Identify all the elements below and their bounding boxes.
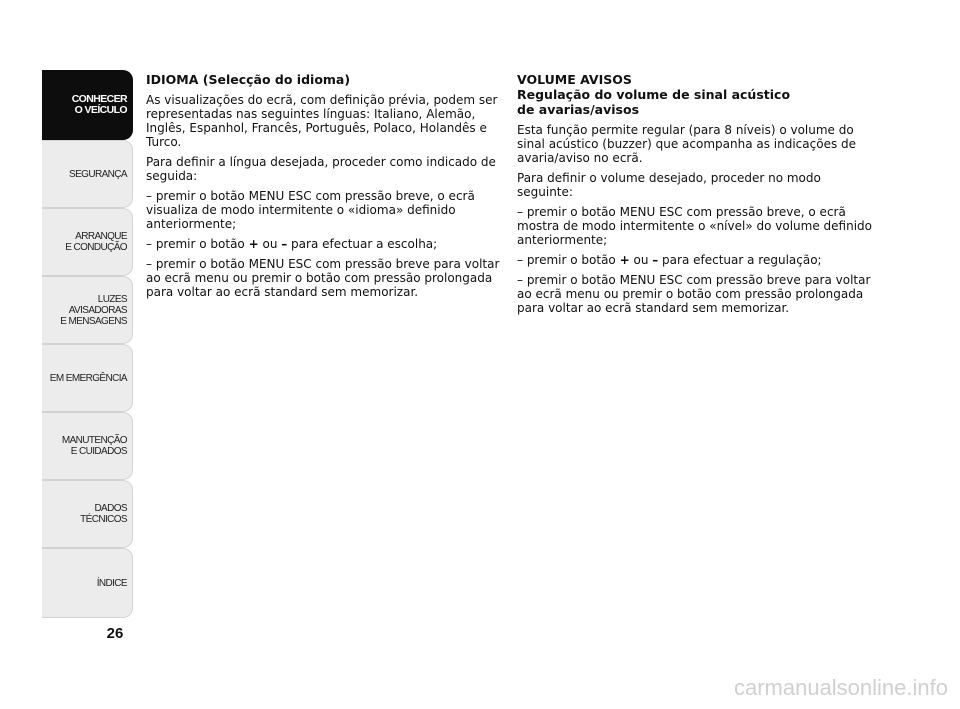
tab-manutencao-e-cuidados[interactable] bbox=[42, 412, 133, 480]
paragraph: – premir o botão MENU ESC com pressão breve, o ecrã visualiza de modo intermitente o «idioma» definido anteriormente; bbox=[146, 189, 475, 231]
text-fragment: ou bbox=[629, 253, 653, 267]
tab-conhecer-o-veiculo[interactable] bbox=[42, 70, 133, 140]
tab-label: CONHECER O VEÍCULO bbox=[71, 93, 127, 116]
text-fragment: ou bbox=[258, 237, 282, 251]
page-number: 26 bbox=[106, 625, 124, 642]
section-volume-avisos bbox=[517, 72, 872, 321]
minus-symbol: – bbox=[652, 253, 659, 267]
tab-label: ARRANQUE E CONDUÇÃO bbox=[65, 231, 127, 253]
tab-dados-tecnicos[interactable] bbox=[42, 480, 133, 548]
watermark: carmanualsonline.info bbox=[733, 675, 948, 700]
minus-symbol: – bbox=[281, 237, 288, 251]
text-fragment: para efectuar a escolha; bbox=[287, 237, 438, 251]
tab-indice[interactable] bbox=[42, 548, 133, 618]
section-idioma bbox=[146, 72, 501, 305]
tab-label: LUZES AVISADORAS E MENSAGENS bbox=[60, 293, 127, 327]
paragraph bbox=[146, 237, 501, 251]
section-subheading: Regulação do volume de sinal acústico bbox=[517, 87, 791, 102]
tab-luzes-avisadoras[interactable] bbox=[42, 276, 133, 344]
paragraph: Esta função permite regular (para 8 níveis) o volume do sinal acústico (buzzer) que acompanha as indicações de avaria/aviso no ecrã. bbox=[517, 123, 857, 165]
tab-seguranca[interactable] bbox=[42, 140, 133, 208]
tab-label: EM EMERGÊNCIA bbox=[49, 372, 127, 384]
text-fragment: – premir o botão bbox=[517, 253, 620, 267]
plus-symbol: + bbox=[248, 237, 259, 251]
paragraph: – premir o botão MENU ESC com pressão breve, o ecrã mostra de modo intermitente o «nível» do volume definido anteriormente; bbox=[517, 205, 872, 247]
tab-em-emergencia[interactable] bbox=[42, 344, 133, 412]
text-fragment: – premir o botão bbox=[146, 237, 249, 251]
text-fragment: para efectuar a regulação; bbox=[658, 253, 822, 267]
paragraph: Para definir o volume desejado, proceder no modo seguinte: bbox=[517, 171, 821, 199]
tab-label: ÍNDICE bbox=[96, 577, 127, 589]
paragraph: – premir o botão MENU ESC com pressão breve para voltar ao ecrã menu ou premir o botão com pressão prolongada para voltar ao ecrã standard sem memorizar. bbox=[517, 273, 871, 315]
section-heading: VOLUME AVISOS bbox=[517, 72, 632, 87]
paragraph: As visualizações do ecrã, com definição prévia, podem ser representadas nas seguintes línguas: Italiano, Alemão, Inglês, Espanhol, Francês, Português, Polaco, Holandês e Turco. bbox=[146, 93, 498, 149]
tab-arranque-e-conducao[interactable] bbox=[42, 208, 133, 276]
paragraph: Para definir a língua desejada, proceder como indicado de seguida: bbox=[146, 155, 496, 183]
section-subheading: de avarias/avisos bbox=[517, 102, 640, 117]
paragraph bbox=[517, 253, 872, 267]
paragraph: – premir o botão MENU ESC com pressão breve para voltar ao ecrã menu ou premir o botão com pressão prolongada para voltar ao ecrã standard sem memorizar. bbox=[146, 257, 500, 299]
tab-label: SEGURANÇA bbox=[69, 168, 127, 180]
tab-label: DADOS TÉCNICOS bbox=[80, 503, 127, 525]
chapter-sidebar bbox=[42, 70, 133, 618]
plus-symbol: + bbox=[619, 253, 630, 267]
tab-label: MANUTENÇÃO E CUIDADOS bbox=[61, 435, 127, 457]
section-heading: IDIOMA (Selecção do idioma) bbox=[146, 72, 351, 87]
